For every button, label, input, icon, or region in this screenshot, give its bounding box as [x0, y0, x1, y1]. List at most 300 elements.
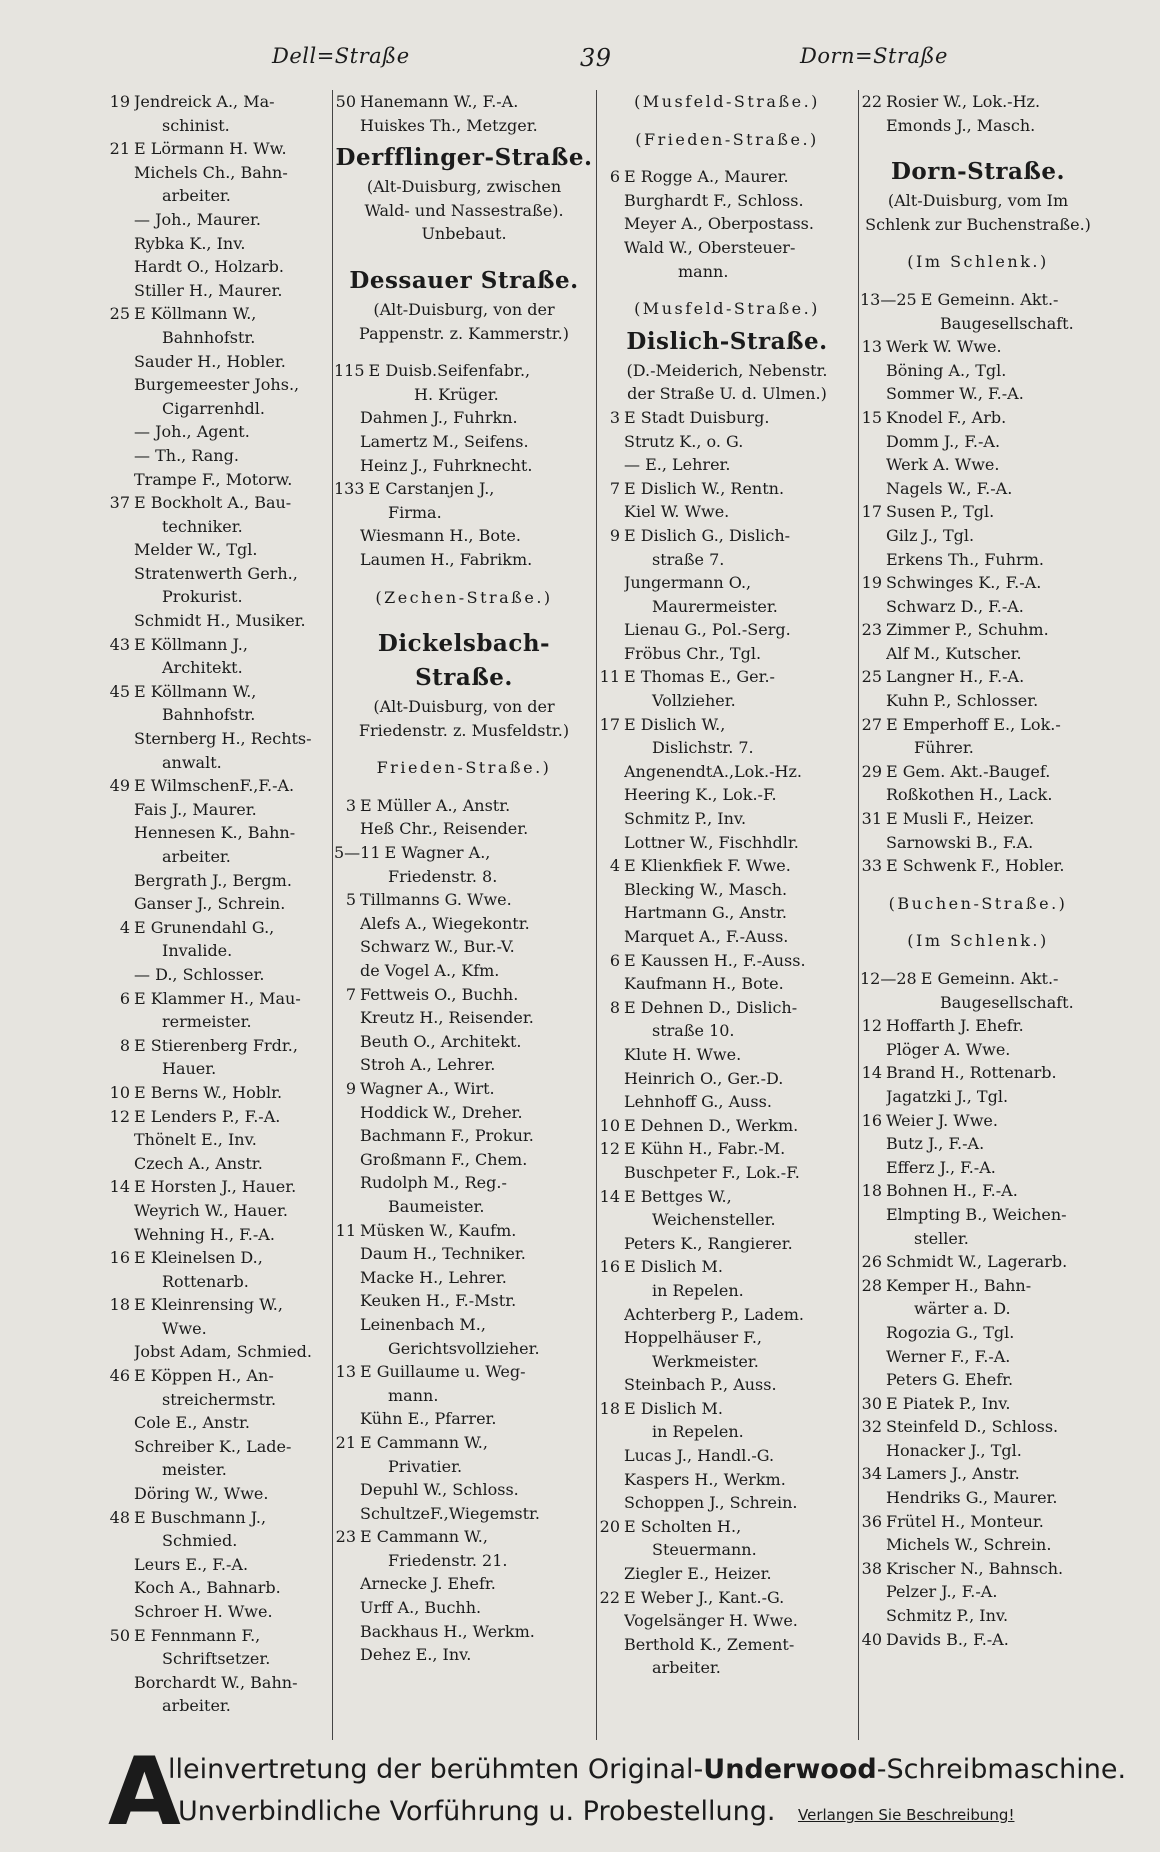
house-number: 40 [861, 1629, 882, 1649]
house-number [108, 255, 134, 279]
directory-entry [860, 1321, 1096, 1345]
resident-text: Krischer N., Bahnsch. [886, 1558, 1064, 1578]
directory-entry [598, 878, 856, 902]
spacer [334, 246, 594, 260]
house-number [598, 1656, 624, 1680]
directory-entry [860, 1014, 1096, 1038]
house-number [598, 736, 624, 760]
directory-entry [334, 1478, 594, 1502]
house-number [914, 991, 940, 1015]
resident-text: Jobst Adam, Schmied. [134, 1342, 313, 1362]
resident-text: Czech A., Anstr. [134, 1153, 263, 1173]
street-note: (Im Schlenk.) [907, 931, 1049, 951]
house-number: 19 [109, 92, 130, 111]
directory-entry [108, 255, 332, 279]
page-header [0, 44, 1160, 74]
directory-entry [598, 1350, 856, 1374]
house-number: 12 [599, 1139, 620, 1159]
header-right-street: Dorn=Straße [800, 44, 948, 68]
resident-text: Marquet A., F.-Auss. [624, 927, 789, 946]
resident-text: Kaspers H., Werkm. [624, 1469, 786, 1489]
house-number [108, 1057, 134, 1081]
resident-text: E Kleinrensing W., [134, 1295, 283, 1315]
resident-text: straße 7. [652, 549, 725, 569]
house-number [108, 821, 134, 845]
house-number [860, 1321, 886, 1345]
resident-text: Rudolph M., Reg.- [360, 1173, 507, 1193]
resident-text: E Köllmann W., [134, 681, 257, 701]
resident-text: Schmitz P., Inv. [886, 1606, 1009, 1626]
house-number [860, 359, 886, 383]
resident-text: E Klienkfiek F. Wwe. [624, 856, 791, 876]
resident-text: Böning A., Tgl. [886, 360, 1007, 380]
directory-entry [598, 500, 856, 524]
house-number [108, 538, 134, 562]
directory-entry [860, 1274, 1096, 1298]
directory-entry [860, 1345, 1096, 1369]
directory-entry [860, 1557, 1096, 1581]
resident-text: E Köllmann J., [134, 634, 248, 654]
resident-text: Fröbus Chr., Tgl. [624, 643, 762, 663]
house-number: 8 [119, 1035, 130, 1055]
house-number [334, 817, 360, 841]
directory-entry [334, 1289, 594, 1313]
directory-entry [108, 161, 332, 185]
directory-entry [108, 1364, 332, 1388]
house-number: 23 [335, 1527, 356, 1547]
house-number: 33 [861, 856, 882, 876]
directory-entry [334, 888, 594, 912]
house-number [598, 1043, 624, 1067]
house-number [598, 1090, 624, 1114]
directory-entry [860, 288, 1096, 312]
resident-text: Keuken H., F.-Mstr. [360, 1291, 517, 1311]
advertisement-footer [108, 1738, 1127, 1847]
house-number [108, 1128, 134, 1152]
directory-entry [334, 524, 594, 548]
resident-text: Ganser J., Schrein. [134, 894, 286, 914]
resident-text: E Lenders P., F.-A. [134, 1106, 281, 1126]
resident-text: E Emperhoff E., Lok.- [886, 714, 1061, 734]
house-number [860, 114, 886, 138]
resident-text: E Guillaume u. Weg- [360, 1362, 526, 1382]
house-number [598, 760, 624, 784]
resident-text: E Gemeinn. Akt.- [920, 289, 1059, 309]
directory-entry [334, 817, 594, 841]
spacer [334, 780, 594, 794]
directory-entry [860, 90, 1096, 114]
directory-entry [334, 1313, 594, 1337]
house-number [334, 406, 360, 430]
resident-text: E Müller A., Anstr. [360, 795, 511, 815]
street-note: Friedenstr. z. Musfeldstr.) [358, 720, 570, 740]
directory-entry [860, 595, 1096, 619]
house-number: 4 [119, 917, 130, 937]
resident-text: E Rogge A., Maurer. [624, 167, 789, 187]
resident-text: Schwarz W., Bur.-V. [360, 937, 515, 957]
resident-text: Peters G. Ehefr. [886, 1370, 1014, 1390]
resident-text: Michels Ch., Bahn- [134, 162, 288, 182]
resident-text: Steinfeld D., Schloss. [886, 1417, 1059, 1437]
resident-text: E Köllmann W., [134, 304, 257, 324]
directory-entry [598, 453, 856, 477]
directory-entry [860, 736, 1096, 760]
resident-text: arbeiter. [162, 1696, 231, 1716]
directory-entry [108, 1482, 332, 1506]
resident-text: E Kaussen H., F.-Auss. [624, 950, 806, 970]
resident-text: Wehning H., F.-A. [134, 1224, 275, 1244]
ad-initial-letter: A [108, 1738, 181, 1847]
house-number [860, 595, 886, 619]
resident-text: Burghardt F., Schloss. [624, 190, 804, 210]
directory-entry [334, 1219, 594, 1243]
resident-text: E Gem. Akt.-Baugef. [886, 761, 1051, 781]
directory-entry [598, 996, 856, 1020]
directory-entry [108, 892, 332, 916]
house-number: 133 [334, 479, 365, 499]
house-number: 23 [861, 620, 882, 640]
directory-entry [334, 1407, 594, 1431]
house-number [860, 1486, 886, 1510]
ad-line-1-end: -Schreibmaschine. [876, 1754, 1127, 1785]
resident-text: Großmann F., Chem. [360, 1149, 528, 1169]
spacer [598, 114, 856, 128]
resident-text: Macke H., Lehrer. [360, 1267, 507, 1287]
directory-entry [108, 585, 332, 609]
house-number: 25 [861, 667, 882, 687]
directory-entry [108, 1270, 332, 1294]
house-number: 13 [861, 337, 882, 357]
house-number [108, 444, 134, 468]
house-number [108, 232, 134, 256]
street-note: (Im Schlenk.) [907, 252, 1049, 272]
house-number [334, 1407, 360, 1431]
directory-entry [334, 1053, 594, 1077]
house-number [598, 807, 624, 831]
directory-entry [598, 165, 856, 189]
house-number [860, 783, 886, 807]
directory-entry [598, 1019, 856, 1043]
directory-entry [334, 1572, 594, 1596]
house-number: 28 [861, 1275, 882, 1295]
street-note: der Straße U. d. Ulmen.) [627, 384, 827, 404]
directory-entry [334, 983, 594, 1007]
street-note: Schlenk zur Buchenstraße.) [865, 214, 1091, 234]
ad-brand: Underwood [703, 1754, 877, 1785]
house-number: 38 [861, 1558, 882, 1578]
spacer [334, 572, 594, 586]
house-number [108, 1152, 134, 1176]
directory-entry [334, 1596, 594, 1620]
house-number [334, 1006, 360, 1030]
resident-text: E Fennmann F., [134, 1625, 261, 1645]
house-number [108, 1694, 134, 1718]
resident-text: rermeister. [162, 1012, 252, 1032]
directory-entry [108, 1081, 332, 1105]
resident-text: Berthold K., Zement- [624, 1634, 795, 1654]
resident-text: Jungermann O., [624, 573, 752, 593]
resident-text: Hoppelhäuser F., [624, 1328, 762, 1348]
street-note: Unbebaut. [421, 224, 507, 244]
resident-text: Baugesellschaft. [940, 992, 1074, 1012]
directory-entry [108, 444, 332, 468]
resident-text: Wald W., Obersteuer- [624, 237, 796, 257]
directory-entry [860, 760, 1096, 784]
directory-entry [860, 312, 1096, 336]
house-number: 49 [109, 776, 130, 796]
house-number: 11 [599, 667, 620, 687]
house-number: 6 [609, 167, 620, 187]
house-number: 18 [109, 1295, 130, 1315]
resident-text: in Repelen. [652, 1422, 744, 1442]
house-number [334, 1549, 360, 1573]
directory-entry [598, 548, 856, 572]
house-number [598, 1350, 624, 1374]
directory-entry [860, 1179, 1096, 1203]
resident-text: Jagatzki J., Tgl. [886, 1086, 1009, 1106]
resident-text: Lehnhoff G., Auss. [624, 1092, 772, 1112]
resident-text: streichermstr. [162, 1389, 277, 1409]
resident-text: E Buschmann J., [134, 1507, 267, 1527]
spacer [334, 345, 594, 359]
house-number [108, 727, 134, 751]
resident-text: Buschpeter F., Lok.-F. [624, 1162, 800, 1182]
house-number [108, 1388, 134, 1412]
street-heading: Dislich-Straße. [626, 327, 828, 355]
directory-entry [108, 232, 332, 256]
house-number [598, 430, 624, 454]
house-number [598, 1161, 624, 1185]
resident-text: Cigarrenhdl. [162, 398, 265, 418]
resident-text: Nagels W., F.-A. [886, 478, 1013, 498]
directory-entry [860, 1628, 1096, 1652]
directory-entry [334, 383, 594, 407]
house-number [108, 468, 134, 492]
house-number: 37 [109, 493, 130, 513]
resident-text: Susen P., Tgl. [886, 502, 995, 522]
resident-text: Lucas J., Handl.-G. [624, 1446, 775, 1466]
directory-entry [598, 477, 856, 501]
directory-entry [598, 1397, 856, 1421]
house-number [598, 1326, 624, 1350]
street-note: (Alt-Duisburg, vom Im [887, 191, 1069, 211]
directory-entry [334, 1148, 594, 1172]
house-number [860, 548, 886, 572]
house-number: 6 [119, 988, 130, 1008]
directory-entry [108, 751, 332, 775]
directory-entry [108, 1105, 332, 1129]
resident-text: Wwe. [162, 1318, 207, 1338]
house-number [860, 642, 886, 666]
house-number [598, 831, 624, 855]
house-number [334, 1242, 360, 1266]
directory-entry [108, 468, 332, 492]
resident-text: Architekt. [162, 658, 243, 678]
directory-entry [334, 1620, 594, 1644]
resident-text: Elmpting B., Weichen- [886, 1204, 1067, 1224]
directory-entry [860, 1132, 1096, 1156]
resident-text: E Dislich M. [624, 1398, 723, 1418]
resident-text: E Berns W., Hoblr. [134, 1082, 283, 1102]
house-number [860, 1227, 886, 1251]
directory-entry [334, 1195, 594, 1219]
house-number: 30 [861, 1393, 882, 1413]
resident-text: Hardt O., Holzarb. [134, 257, 284, 277]
house-number: 7 [345, 984, 356, 1004]
house-number [334, 1266, 360, 1290]
directory-entry [334, 935, 594, 959]
house-number [334, 548, 360, 572]
resident-text: Arnecke J. Ehefr. [360, 1574, 496, 1594]
resident-text: Tillmanns G. Wwe. [360, 890, 512, 910]
spacer [860, 915, 1096, 929]
resident-text: Stroh A., Lehrer. [360, 1055, 496, 1075]
house-number [108, 1553, 134, 1577]
house-number [108, 184, 134, 208]
resident-text: Kreutz H., Reisender. [360, 1008, 534, 1028]
directory-entry [108, 939, 332, 963]
house-number: 3 [345, 795, 356, 815]
directory-entry [598, 1208, 856, 1232]
directory-entry [598, 949, 856, 973]
house-number [108, 161, 134, 185]
house-number [598, 689, 624, 713]
resident-text: E Bockholt A., Bau- [134, 493, 292, 513]
resident-text: wärter a. D. [914, 1299, 1011, 1319]
house-number [334, 524, 360, 548]
resident-text: Emonds J., Masch. [886, 115, 1036, 135]
resident-text: Dahmen J., Fuhrkn. [360, 408, 518, 428]
house-number: 17 [861, 502, 882, 522]
resident-text: Butz J., F.-A. [886, 1134, 985, 1154]
directory-entry [860, 1203, 1096, 1227]
resident-text: E Cammann W., [360, 1527, 488, 1547]
house-number: 46 [109, 1366, 130, 1386]
resident-text: Efferz J., F.-A. [886, 1157, 996, 1177]
house-number: 22 [861, 92, 882, 111]
house-number [108, 1340, 134, 1364]
street-note: (Frieden-Straße.) [635, 129, 819, 149]
house-number: 5 [345, 890, 356, 910]
house-number [598, 236, 624, 260]
resident-text: Melder W., Tgl. [134, 540, 258, 560]
spacer [598, 151, 856, 165]
resident-text: Steinbach P., Auss. [624, 1375, 777, 1395]
resident-text: Jendreick A., Ma- [134, 92, 275, 111]
directory-entry [598, 1161, 856, 1185]
column-divider [596, 90, 597, 1740]
directory-entry [334, 1525, 594, 1549]
house-number [860, 1156, 886, 1180]
spacer [334, 742, 594, 756]
house-number [598, 1562, 624, 1586]
house-number: 10 [599, 1115, 620, 1135]
house-number [108, 751, 134, 775]
resident-text: Baumeister. [388, 1196, 485, 1216]
resident-text: Beuth O., Architekt. [360, 1031, 522, 1051]
house-number [334, 1289, 360, 1313]
resident-text: Vogelsänger H. Wwe. [624, 1611, 798, 1631]
house-number [334, 1572, 360, 1596]
directory-entry [108, 1411, 332, 1435]
directory-entry [108, 1388, 332, 1412]
house-number [598, 1019, 624, 1043]
directory-entry [860, 571, 1096, 595]
resident-text: meister. [162, 1460, 227, 1480]
resident-text: Peters K., Rangierer. [624, 1233, 793, 1253]
resident-text: Schriftsetzer. [162, 1649, 271, 1669]
directory-entry [598, 260, 856, 284]
house-number: 6 [609, 950, 620, 970]
resident-text: Wagner A., Wirt. [360, 1079, 495, 1098]
resident-text: Bahnhofstr. [162, 327, 256, 347]
house-number [598, 618, 624, 642]
resident-text: Führer. [914, 738, 974, 758]
directory-entry [108, 420, 332, 444]
house-number [108, 892, 134, 916]
house-number: 4 [609, 856, 620, 876]
directory-entry [334, 1643, 594, 1667]
directory-entry [598, 665, 856, 689]
directory-entry [598, 1255, 856, 1279]
house-number [598, 1491, 624, 1515]
resident-text: E Dislich G., Dislich- [624, 525, 791, 545]
resident-text: Alefs A., Wiegekontr. [360, 913, 530, 933]
resident-text: Werk W. Wwe. [886, 337, 1002, 357]
house-number [108, 515, 134, 539]
house-number [108, 397, 134, 421]
house-number [598, 548, 624, 572]
directory-entry [860, 665, 1096, 689]
directory-entry [598, 1373, 856, 1397]
directory-entry [108, 1340, 332, 1364]
house-number: 22 [599, 1587, 620, 1607]
house-number [334, 430, 360, 454]
resident-text: Davids B., F.-A. [886, 1629, 1009, 1649]
house-number [108, 208, 134, 232]
column-divider [858, 90, 859, 1740]
house-number: 13—25 [860, 289, 917, 309]
directory-entry [598, 1538, 856, 1562]
directory-entry [598, 595, 856, 619]
directory-entry [598, 1633, 856, 1657]
directory-entry [334, 912, 594, 936]
resident-text: Schoppen J., Schrein. [624, 1493, 798, 1513]
house-number [334, 114, 360, 138]
directory-entry [598, 1090, 856, 1114]
street-heading: Derfflinger-Straße. [335, 144, 593, 172]
street-note: Wald- und Nassestraße). [364, 200, 564, 220]
spacer [860, 274, 1096, 288]
resident-text: E Horsten J., Hauer. [134, 1177, 297, 1197]
resident-text: Kaufmann H., Bote. [624, 974, 784, 994]
resident-text: steller. [914, 1228, 969, 1248]
directory-entry [598, 1185, 856, 1209]
house-number: 32 [861, 1417, 882, 1437]
house-number [598, 972, 624, 996]
house-number: 19 [861, 573, 882, 593]
house-number: 21 [335, 1432, 356, 1452]
house-number [108, 963, 134, 987]
resident-text: Gilz J., Tgl. [886, 525, 975, 545]
resident-text: Sauder H., Hobler. [134, 351, 286, 371]
directory-entry [108, 373, 332, 397]
house-number [334, 1030, 360, 1054]
directory-entry [108, 350, 332, 374]
resident-text: techniker. [162, 516, 243, 536]
spacer [860, 137, 1096, 151]
resident-text: Sommer W., F.-A. [886, 384, 1024, 404]
